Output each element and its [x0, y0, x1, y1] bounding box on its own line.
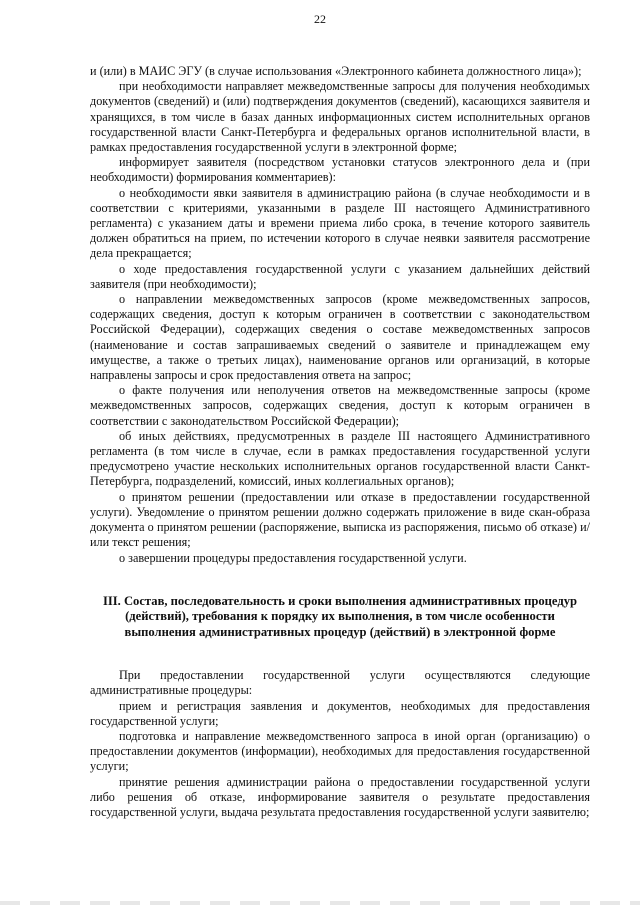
- paragraph: принятие решения администрации района о предоставлении государственной услуги либо решения об отказе, информирование заявителя о результате предоставления государственной услуги, выдача результата предоставления государственной услуги заявителю;: [90, 774, 590, 820]
- paragraph: подготовка и направление межведомственного запроса в иной орган (организацию) о предоставлении документов (информации), необходимых для предоставления государственной услуги;: [90, 729, 590, 774]
- paragraph: при необходимости направляет межведомственные запросы для получения необходимых документов (сведений) и (или) подтверждения документов (сведений), касающихся заявителя и хранящихся, в том числе в базах данных информационных систем исполнительных органов государственной власти Санкт-Петербурга и федеральных органов исполнительной власти, в рамках предоставления государственной услуги в электронной форме;: [90, 79, 590, 155]
- paragraph: информирует заявителя (посредством установки статусов электронного дела и (при необходимости) формирования комментариев):: [90, 155, 590, 185]
- paragraph: об иных действиях, предусмотренных в разделе III настоящего Административного регламента (в том числе в случае, если в рамках предоставления государственной услуги предусмотрено участие нескольких исполнительных органов государственной власти Санкт-Петербурга, подразделений, комиссий, иных коллегиальных органов);: [90, 428, 590, 489]
- paragraph: и (или) в МАИС ЭГУ (в случае использования «Электронного кабинета должностного лица»);: [90, 64, 582, 78]
- paragraph: прием и регистрация заявления и документов, необходимых для предоставления государственной услуги;: [90, 698, 590, 728]
- paragraph: о необходимости явки заявителя в администрацию района (в случае необходимости и в соответствии с критериями, указанными в разделе III настоящего Административного регламента) с указанием даты и времени приема либо срока, в течение которого заявитель должен обратиться на прием, по истечении которого в случае неявки заявителя рассмотрение дела прекращается;: [90, 185, 590, 261]
- document-body: [90, 64, 590, 820]
- paragraph: о направлении межведомственных запросов (кроме межведомственных запросов, содержащих сведения, доступ к которым ограничен в соответствии с законодательством Российской Федерации), содержащих сведения о составе межведомственных запросов (наименование и состав запрашиваемых сведений о заявителе и принадлежащем ему имуществе, а также о третьих лицах), наименование органов или организаций, в которые направлены запросы и срок предоставления ответа на запрос;: [90, 292, 590, 383]
- scan-edge-mark: [0, 901, 640, 905]
- paragraph: о завершении процедуры предоставления государственной услуги.: [119, 550, 467, 565]
- paragraph: о факте получения или неполучения ответов на межведомственные запросы (кроме межведомственных запросов, содержащих сведения, доступ к которым ограничен в соответствии с законодательством Российской Федерации);: [90, 383, 590, 428]
- section-heading: III. Состав, последовательность и сроки выполнения административных процедур (действий), требования к порядку их выполнения, в том числе особенности выполнения административных процедур (действий) в электронной форме: [102, 593, 578, 639]
- paragraph: о ходе предоставления государственной услуги с указанием дальнейших действий заявителя (при необходимости);: [90, 261, 590, 291]
- paragraph: При предоставлении государственной услуги осуществляются следующие административные процедуры:: [90, 668, 590, 698]
- page-number: 22: [314, 12, 326, 26]
- paragraph: о принятом решении (предоставлении или отказе в предоставлении государственной услуги). Уведомление о принятом решении должно содержать приложение в виде скан-образа документа о принятом решении (распоряжение, выписка из распоряжения, письмо об отказе) и/или текст решения;: [90, 489, 590, 550]
